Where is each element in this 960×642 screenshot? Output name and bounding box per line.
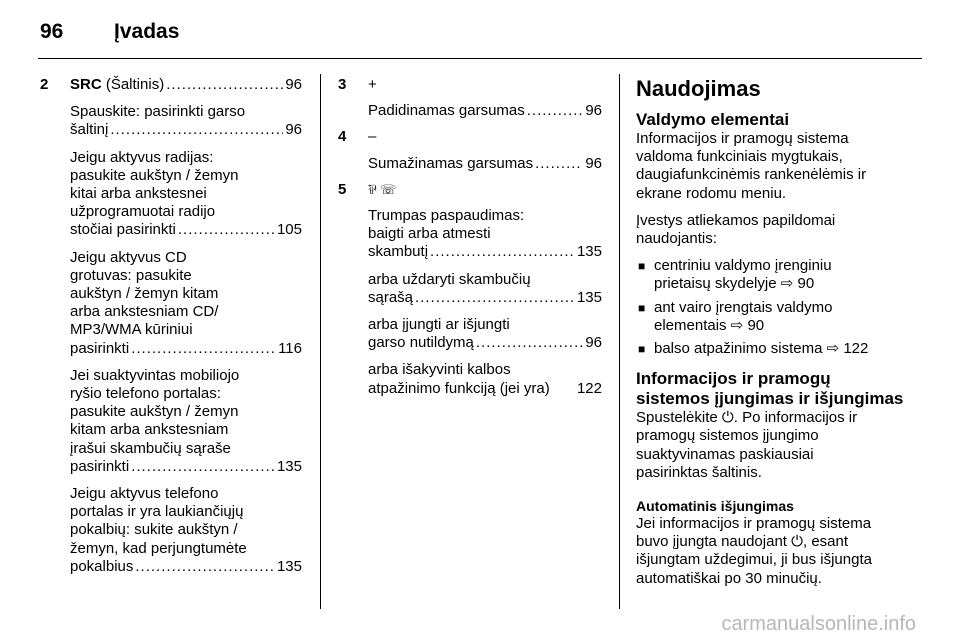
onoff-paragraph — [636, 409, 926, 482]
bullet-list — [636, 257, 926, 358]
column-divider — [320, 74, 321, 609]
text-line: pasukite aukštyn / žemyn — [70, 403, 239, 421]
entry-paragraphs — [368, 207, 602, 398]
text-line: arba ankstesniam CD/ — [70, 303, 219, 321]
cross-ref-arrow-icon: ⇨ — [780, 275, 794, 293]
text-line: suaktyvinamas paskiausiai — [636, 445, 814, 463]
entry-title-line — [70, 76, 302, 94]
leader-dots — [110, 121, 283, 139]
subsection-heading: Valdymo elementai — [636, 110, 790, 129]
text-line: Jei informacijos ir pramogų sistema — [636, 515, 872, 533]
text-line: pasukite aukštyn / žemyn — [70, 166, 239, 184]
text-line: aukštyn / žemyn kitam — [70, 285, 219, 303]
text-line: arba išakyvinti kalbos — [368, 361, 511, 379]
header-rule — [38, 58, 922, 59]
text-line: Trumpas paspaudimas: — [368, 207, 525, 225]
bullet-item — [636, 257, 926, 293]
minus-icon: – — [368, 128, 377, 146]
plus-icon: + — [368, 76, 377, 93]
column-right — [636, 76, 926, 597]
page-ref: 96 — [285, 76, 302, 93]
text-line: elementais ⇨ 90 — [654, 316, 765, 334]
leader-dots — [415, 289, 575, 307]
page-ref-line — [70, 340, 302, 358]
page-number: 96 — [40, 20, 64, 43]
entry-number: 5 — [338, 180, 347, 198]
page-ref-line — [70, 221, 302, 239]
text-line: pasirinktas šaltinis. — [636, 463, 762, 481]
page-ref: 96 — [585, 154, 602, 172]
text-line: žemyn, kad perjungtumėte — [70, 539, 247, 557]
devices-intro — [636, 212, 926, 248]
text-line: Jeigu aktyvus radijas: — [70, 148, 214, 166]
cross-ref-arrow-icon: ⇨ — [826, 340, 840, 358]
text-line: baigti arba atmesti — [368, 225, 491, 243]
page-ref: 96 — [585, 102, 602, 120]
page-ref: 135 — [576, 243, 602, 261]
page-ref: 135 — [276, 457, 302, 475]
intro-paragraph — [636, 130, 926, 203]
text-line: arba įjungti ar išjungti — [368, 316, 510, 334]
leader-dots — [476, 334, 583, 352]
entry-number: 3 — [338, 76, 347, 93]
column-divider — [619, 74, 620, 609]
cross-ref-arrow-icon: ⇨ — [730, 316, 744, 334]
page-ref: 96 — [285, 121, 302, 139]
bullet-item — [636, 340, 926, 358]
paragraph — [70, 149, 302, 240]
text-line: pokalbius — [70, 557, 134, 575]
text-line: pasirinkti — [70, 339, 130, 357]
text-line: sąrašą — [368, 288, 414, 306]
text-line: valdoma funkciniais mygtukais, — [636, 148, 843, 166]
page-ref: 135 — [276, 557, 302, 575]
paragraph — [368, 316, 602, 352]
text-line: arba uždaryti skambučių — [368, 270, 531, 288]
page-ref-line — [70, 121, 302, 139]
text-line: Įvestys atliekamos papildomai — [636, 211, 836, 229]
leader-dots — [527, 102, 584, 120]
bullet-square-icon: ■ — [638, 259, 646, 274]
entry-number: 2 — [40, 76, 49, 93]
text-line: balso atpažinimo sistema ⇨ 122 — [654, 340, 869, 358]
text-line: ryšio telefono portalas: — [70, 385, 221, 403]
text-line: Informacijos ir pramogų sistema — [636, 130, 849, 147]
text-line: ant vairo įrengtais valdymo — [654, 298, 833, 316]
column-left — [40, 76, 302, 585]
text-line: Jei suaktyvintas mobiliojo — [70, 366, 240, 384]
text-line: kitam arba ankstesniam — [70, 421, 229, 439]
text-line: įrašui skambučių sąraše — [70, 439, 231, 457]
entry-volume-up — [338, 76, 602, 120]
bullet-item — [636, 299, 926, 335]
page-ref-line — [368, 243, 602, 261]
page-ref-line — [70, 458, 302, 476]
text-line: MP3/WMA kūriniui — [70, 321, 193, 339]
text-line: portalas ir yra laukiančiųjų — [70, 503, 244, 521]
text-line: grotuvas: pasukite — [70, 266, 192, 284]
text-line: pokalbių: sukite aukštyn / — [70, 521, 238, 539]
text-line: šaltinį — [70, 121, 109, 139]
leader-dots — [535, 155, 583, 173]
text-line: kitai arba ankstesnei — [70, 185, 207, 203]
page-ref: 90 — [747, 316, 765, 334]
text-line: buvo įjungta naudojant ⏻, esant — [636, 533, 849, 551]
text-line: skambutį — [368, 243, 429, 261]
leader-dots — [166, 76, 283, 94]
page-ref: 90 — [797, 275, 815, 293]
column-middle — [338, 76, 602, 407]
chapter-title: Įvadas — [114, 20, 180, 43]
bullet-square-icon: ■ — [638, 342, 646, 357]
text-line: garso nutildymą — [368, 334, 474, 352]
paragraph — [70, 249, 302, 358]
text-line: naudojantis: — [636, 230, 717, 248]
leader-dots — [430, 243, 575, 261]
text-line: prietaisų skydelyje ⇨ 90 — [654, 275, 815, 293]
page-ref: 105 — [276, 221, 302, 239]
subsection-heading-onoff — [636, 369, 926, 409]
page-ref-line — [70, 558, 302, 576]
text-line: Jeigu aktyvus telefono — [70, 485, 219, 503]
text-line: Informacijos ir pramogų — [636, 369, 831, 389]
text-line: automatiškai po 30 minučių. — [636, 569, 822, 587]
auto-off-paragraph — [636, 515, 926, 588]
section-heading: Naudojimas — [636, 76, 761, 101]
entry-title-bold: SRC — [70, 76, 102, 93]
leader-dots — [131, 340, 276, 358]
entry-paragraphs — [70, 103, 302, 576]
entry-src — [40, 76, 302, 576]
text-line: stočiai pasirinkti — [70, 221, 176, 239]
text-line: Spustelėkite ⏻. Po informacijos ir — [636, 409, 858, 427]
page-ref: 122 — [843, 340, 869, 358]
text-line: atpažinimo funkciją (jei yra) — [368, 379, 550, 397]
text-line: pramogų sistemos įjungimo — [636, 427, 819, 445]
text-line: daugiafunkcinėmis rankenėlėmis ir — [636, 166, 867, 184]
text-line: Jeigu aktyvus CD — [70, 248, 187, 266]
page-ref-line — [368, 380, 602, 398]
watermark: carmanualsonline.info — [721, 613, 916, 635]
entry-title-rest: (Šaltinis) — [101, 76, 165, 93]
paragraph — [70, 103, 302, 139]
page-header — [40, 20, 179, 44]
entry-phone-mute — [338, 181, 602, 398]
bullet-square-icon: ■ — [638, 300, 646, 315]
paragraph — [70, 485, 302, 576]
page-ref: 96 — [585, 334, 602, 352]
entry-number: 4 — [338, 128, 347, 146]
page-ref: 116 — [278, 339, 302, 357]
page-ref: 135 — [576, 288, 602, 306]
leader-dots — [135, 558, 275, 576]
page-ref-line — [368, 334, 602, 352]
mute-phone-icon: ⅌ ☏ — [368, 181, 397, 197]
text-line: pasirinkti — [70, 457, 130, 475]
page-ref-line — [368, 289, 602, 307]
text-line: išjungtam uždegimui, ji bus išjungta — [636, 551, 872, 569]
paragraph — [368, 361, 602, 397]
leader-dots — [178, 221, 275, 239]
text-line: ekrane rodomu meniu. — [636, 184, 787, 202]
minor-heading: Automatinis išjungimas — [636, 498, 794, 515]
entry-line: Padidinamas garsumas ..... 96 — [368, 102, 602, 120]
entry-volume-down — [338, 128, 602, 172]
paragraph — [70, 367, 302, 476]
paragraph — [368, 207, 602, 262]
leader-dots — [131, 458, 275, 476]
entry-line: Sumažinamas garsumas ..... 96 — [368, 155, 602, 173]
text-line: sistemos įjungimas ir išjungimas — [636, 389, 904, 409]
text-line: Spauskite: pasirinkti garso — [70, 103, 246, 121]
text-line: centriniu valdymo įrenginiu — [654, 257, 832, 275]
text-line: užprogramuotai radijo — [70, 203, 216, 221]
paragraph — [368, 271, 602, 307]
page-ref: 122 — [576, 379, 602, 397]
